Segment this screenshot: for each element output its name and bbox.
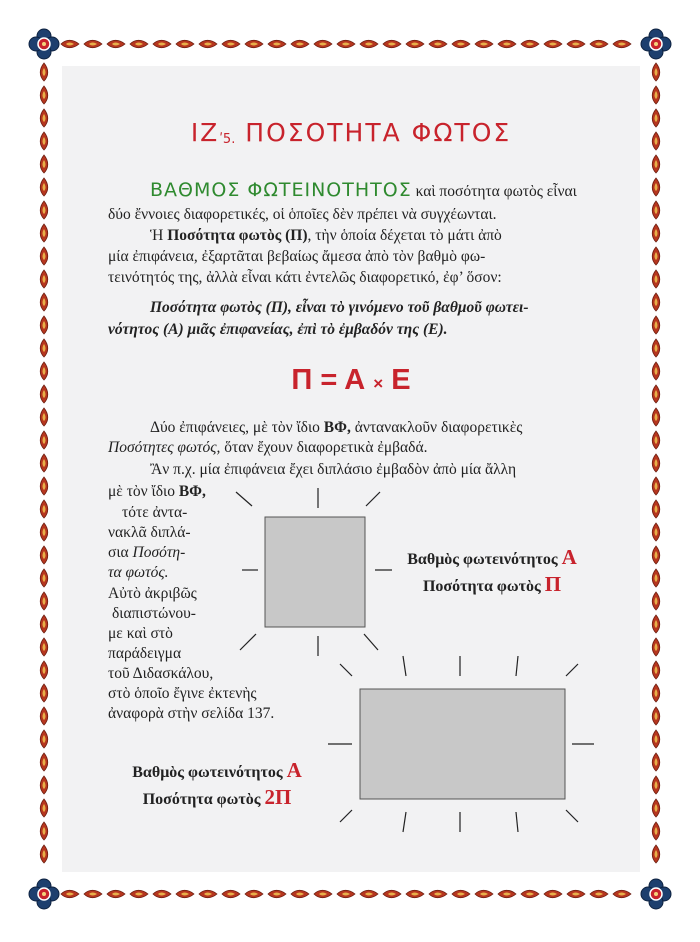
para4-line12: στὸ ὁποῖο ἔγινε ἐκτενὴς	[108, 685, 257, 702]
para4-line2-pre: μὲ τὸν ἴδιο	[108, 483, 179, 500]
caption-small-label2: Ποσότητα φωτὸς	[422, 578, 541, 595]
para3-italic: Ποσότητες φωτός,	[108, 439, 221, 456]
ray-line	[340, 810, 352, 822]
section-subnumber: ʹ5.	[219, 132, 236, 147]
ray-line	[516, 812, 518, 832]
formula-operator: ×	[373, 374, 384, 393]
ray-line	[364, 634, 378, 650]
caption-small-line1	[392, 545, 592, 572]
para3-bf: ΒΦ,	[323, 419, 351, 436]
ray-line	[403, 812, 406, 832]
title-text: ΠΟΣΟΤΗΤΑ ΦΩΤΟΣ	[245, 118, 512, 147]
caption-large-label1: Βαθμὸς φωτεινότητος	[132, 764, 283, 781]
para4-line10: παράδειγμα	[108, 645, 182, 662]
caption-small-value2: Π	[544, 572, 562, 596]
caption-large	[112, 758, 322, 812]
caption-small-label1: Βαθμὸς φωτεινότητος	[407, 551, 558, 568]
section-number: ΙΖ	[190, 118, 220, 147]
para2-line2: μία ἐπιφάνεια, ἐξαρτᾶται βεβαίως ἄμεσα ἀπὸ τὸν βαθμὸ φω-	[108, 248, 486, 265]
ray-line	[566, 810, 578, 822]
small-square	[265, 517, 365, 627]
para4-bf: ΒΦ,	[178, 483, 206, 500]
ray-line	[236, 492, 252, 506]
para4-line9: με καὶ στὸ	[108, 625, 173, 642]
formula-right: Ε	[391, 364, 411, 396]
para4-line11: τοῦ Διδασκάλου,	[108, 665, 214, 682]
caption-large-line1	[112, 758, 322, 785]
caption-small-value1: Α	[561, 545, 577, 569]
para2-line3: τεινότητός της, ἀλλὰ εἶναι κάτι ἐντελῶς διαφορετικό, ἐφ’ ὅσον:	[108, 269, 502, 286]
para4-line7: Αὐτὸ ἀκριβῶς	[108, 585, 197, 602]
ray-line	[240, 634, 256, 650]
definition-line2: νότητος (Α) μιᾶς ἐπιφανείας, ἐπὶ τὸ ἐμβαδόν της (Ε).	[108, 321, 448, 338]
para4-line3: τότε ἀντα-	[122, 504, 188, 521]
caption-large-value1: Α	[286, 758, 302, 782]
ray-line	[566, 664, 578, 676]
caption-large-value2: 2Π	[264, 785, 292, 809]
para4-line6: τα φωτός.	[108, 564, 169, 581]
caption-large-label2: Ποσότητα φωτὸς	[142, 791, 261, 808]
ray-line	[340, 664, 352, 676]
formula-left: Π = Α	[291, 364, 366, 396]
ray-line	[516, 656, 518, 676]
caption-small	[392, 545, 592, 599]
para4-line5-pre: σια	[108, 544, 133, 561]
para4-line13: ἀναφορὰ στὴν σελίδα 137.	[108, 705, 275, 722]
para4-line4: νακλᾶ διπλά-	[108, 524, 191, 541]
para3-line1-pre: Δύο ἐπιφάνειες, μὲ τὸν ἴδιο	[150, 419, 324, 436]
para3-line1-post: ἀντανακλοῦν διαφορετικὲς	[350, 419, 523, 436]
para2-line1-pre: Ἡ	[150, 227, 168, 244]
definition-line1: Ποσότητα φωτὸς (Π), εἶναι τὸ γινόμενο τοῦ βαθμοῦ φωτει-	[150, 299, 529, 316]
para1-line1-rest: καὶ ποσότητα φωτὸς εἶναι	[411, 183, 577, 200]
caption-large-line2	[112, 785, 322, 812]
para1-lead: ΒΑΘΜΟΣ ΦΩΤΕΙΝΟΤΗΤΟΣ	[150, 179, 412, 201]
para3-line2-post: ὅταν ἔχουν διαφορετικὰ ἐμβαδά.	[220, 439, 428, 456]
para2-line1-post: , τὴν ὁποία δέχεται τὸ μάτι ἀπὸ	[307, 227, 502, 244]
ray-line	[366, 492, 380, 506]
ray-line	[403, 656, 406, 676]
large-rectangle	[360, 689, 565, 799]
para1-line2: δύο ἔννοιες διαφορετικές, οἱ ὁποῖες δὲν πρέπει νὰ συγχέωνται.	[108, 206, 497, 223]
para2-term: Ποσότητα φωτὸς (Π)	[167, 227, 308, 244]
para4-line5-italic: Ποσότη-	[132, 544, 186, 561]
caption-small-line2	[392, 572, 592, 599]
para4-line1: Ἂν π.χ. μία ἐπιφάνεια ἔχει διπλάσιο ἐμβαδὸν ἀπὸ μία ἄλλη	[150, 461, 517, 478]
para4-line8: διαπιστώνου-	[112, 605, 196, 622]
